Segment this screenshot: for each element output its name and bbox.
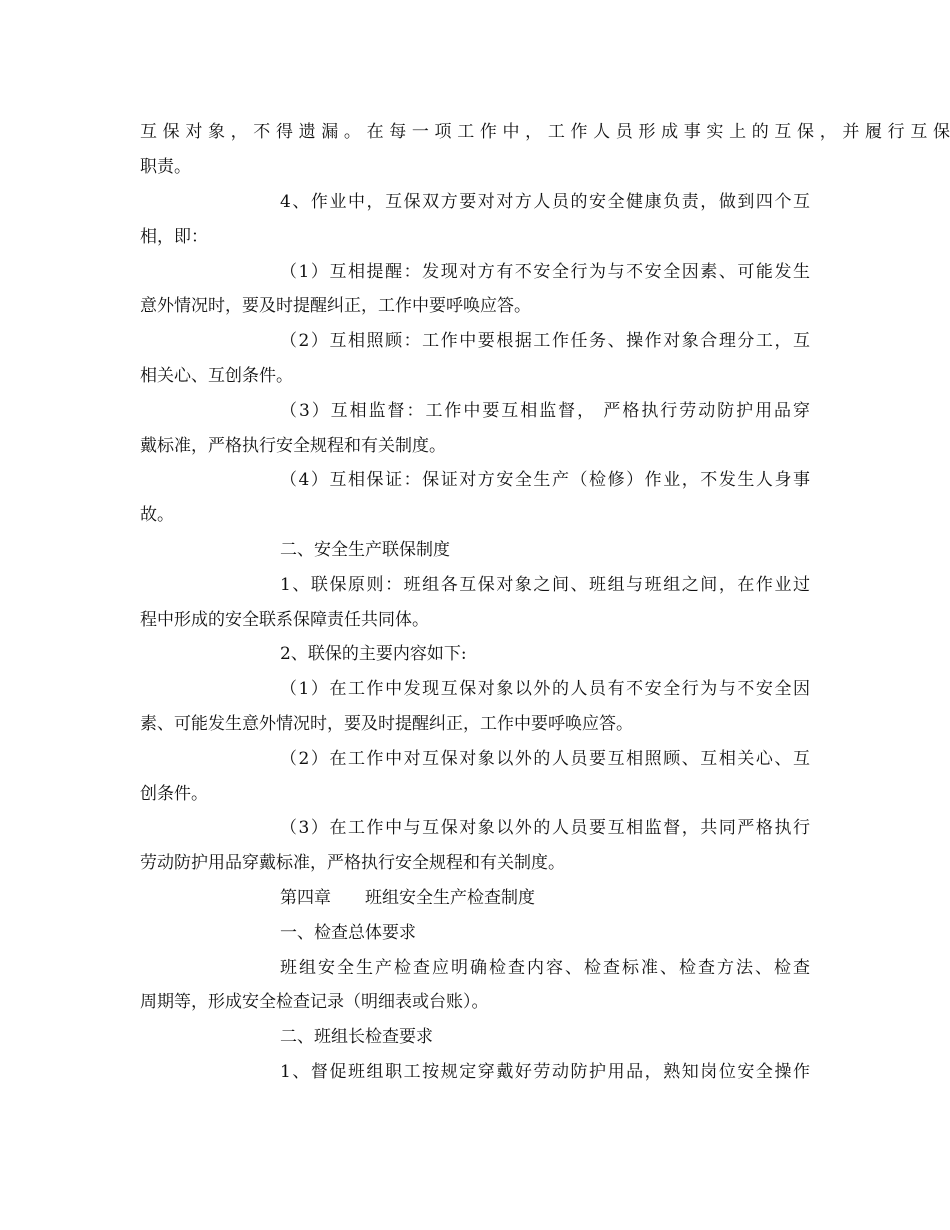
text-line: 职责。 [140,157,191,177]
text-line: 创条件。 [140,784,208,804]
section-heading: 一、检查总体要求 [280,923,416,943]
text-line: 相关心、互创条件。 [140,366,293,386]
text-line: 周期等，形成安全检查记录（明细表或台账）。 [140,992,489,1012]
text-line: （4）互相保证：保证对方安全生产（检修）作业，不发生人身事 [280,470,810,490]
text-line: 相，即： [140,227,208,247]
section-heading: 二、安全生产联保制度 [280,540,450,560]
text-line: 2、联保的主要内容如下: [280,644,467,664]
chapter-heading: 第四章 班组安全生产检查制度 [280,888,535,908]
section-heading: 二、班组长检查要求 [280,1027,433,1047]
text-line: 1、联保原则：班组各互保对象之间、班组与班组之间，在作业过 [280,575,810,595]
text-line: 素、可能发生意外情况时，要及时提醒纠正，工作中要呼唤应答。 [140,714,633,734]
text-line: 班组安全生产检查应明确检查内容、检查标准、检查方法、检查 [280,958,810,978]
text-line: （2）在工作中对互保对象以外的人员要互相照顾、互相关心、互 [280,749,810,769]
text-line: 故。 [140,505,174,525]
text-line: 互保对象，不得遗漏。在每一项工作中，工作人员形成事实上的互保，并履行互保 [140,122,950,142]
text-line: （1）在工作中发现互保对象以外的人员有不安全行为与不安全因 [280,679,810,699]
text-line: 戴标准，严格执行安全规程和有关制度。 [140,436,446,456]
text-line: 程中形成的安全联系保障责任共同体。 [140,610,429,630]
text-line: （3）在工作中与互保对象以外的人员要互相监督，共同严格执行 [280,818,810,838]
text-line: 1、督促班组职工按规定穿戴好劳动防护用品，熟知岗位安全操作 [280,1062,810,1082]
text-line: 4、作业中，互保双方要对对方人员的安全健康负责，做到四个互 [280,192,810,212]
text-line: 意外情况时，要及时提醒纠正，工作中要呼唤应答。 [140,296,531,316]
text-line: （2）互相照顾：工作中要根据工作任务、操作对象合理分工，互 [280,331,810,351]
text-line: （3）互相监督：工作中要互相监督， 严格执行劳动防护用品穿 [280,401,810,421]
text-line: （1）互相提醒：发现对方有不安全行为与不安全因素、可能发生 [280,262,810,282]
text-line: 劳动防护用品穿戴标准，严格执行安全规程和有关制度。 [140,853,565,873]
